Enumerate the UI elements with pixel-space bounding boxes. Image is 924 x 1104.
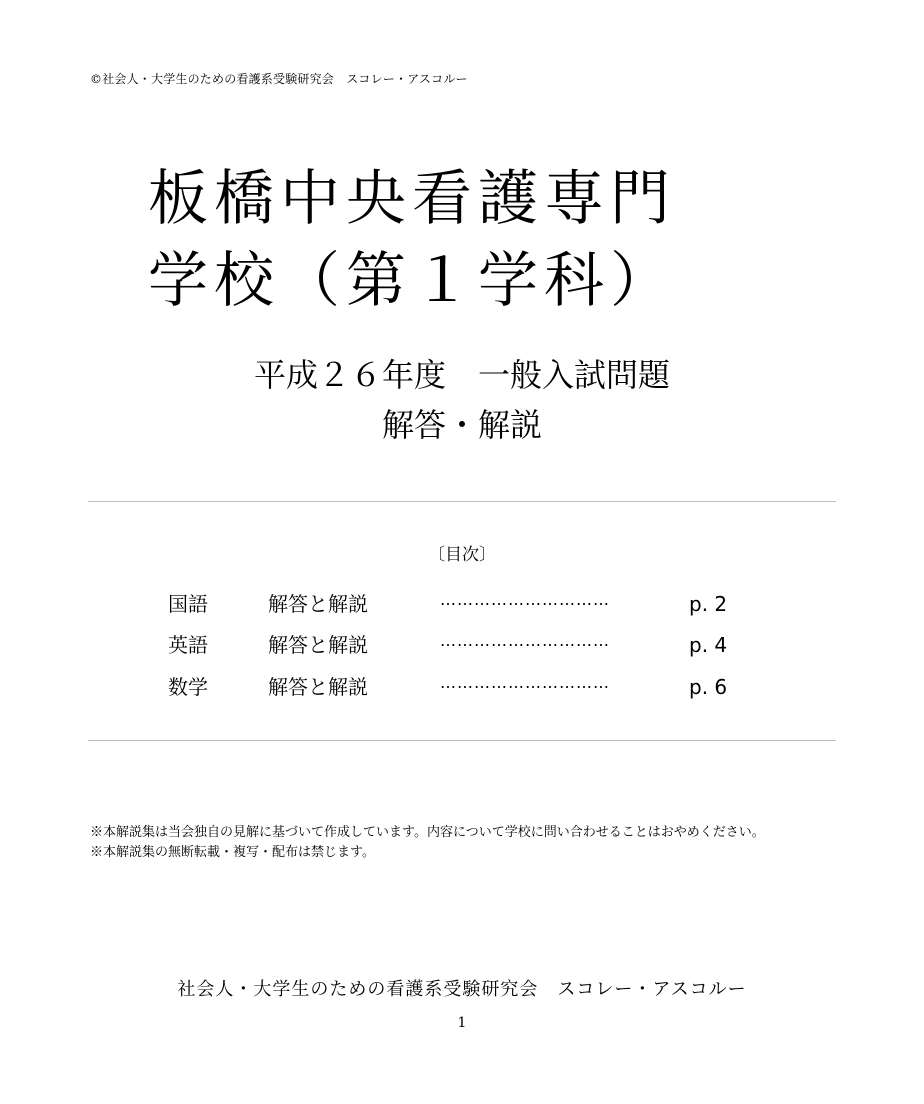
subtitle-exam-year: 平成２６年度 一般入試問題: [253, 356, 670, 394]
toc-leader-dots: …………………………: [440, 590, 610, 609]
toc-desc: 解答と解説: [268, 633, 368, 657]
toc-desc: 解答と解説: [268, 592, 368, 616]
toc-leader-dots: …………………………: [440, 631, 610, 650]
disclaimer-notes: [90, 823, 835, 863]
toc-page: p. 6: [689, 675, 728, 699]
toc-subject: 国語: [168, 592, 208, 616]
toc-heading: 〔目次〕: [428, 545, 496, 565]
note-usage: ※本解説集は当会独自の見解に基づいて作成しています。内容について学校に問い合わせることはおやめください。: [90, 825, 765, 840]
document-title: [148, 158, 676, 322]
toc-item-english[interactable]: [168, 631, 768, 659]
table-of-contents: [88, 501, 836, 741]
footer-organization: 社会人・大学生のための看護系受験研究会 スコレー・アスコルー: [177, 979, 747, 1000]
toc-item-math[interactable]: [168, 673, 768, 701]
toc-desc: 解答と解説: [268, 675, 368, 699]
title-line-1: 板橋中央看護専門: [148, 164, 676, 234]
toc-page: p. 2: [689, 592, 728, 616]
toc-subject: 英語: [168, 633, 208, 657]
document-subtitle: [0, 350, 924, 450]
note-copyright: ※本解説集の無断転載・複写・配布は禁じます。: [90, 845, 375, 860]
subtitle-answers: 解答・解説: [381, 406, 542, 444]
toc-leader-dots: …………………………: [440, 673, 610, 692]
toc-page: p. 4: [689, 633, 728, 657]
toc-item-japanese[interactable]: [168, 590, 768, 618]
title-line-2: 学校（第１学科）: [148, 246, 676, 316]
header-copyright: ©社会人・大学生のための看護系受験研究会 スコレー・アスコルー: [90, 72, 468, 86]
toc-subject: 数学: [168, 675, 208, 699]
page-number: 1: [457, 1015, 467, 1031]
